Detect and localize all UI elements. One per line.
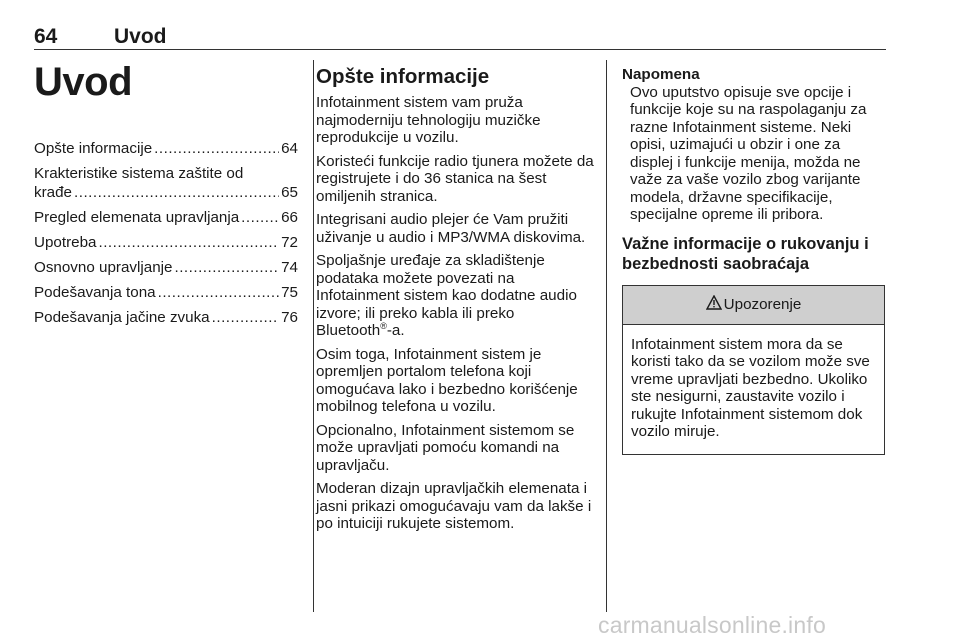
section-heading: Opšte informacije [316,65,490,88]
toc-entry[interactable] [34,164,298,202]
table-of-contents [34,139,298,327]
page-header [34,25,886,49]
toc-label: Upotreba [34,234,97,251]
notes-column [622,66,886,455]
toc-page: 66 [281,209,298,226]
paragraph: Koristeći funkcije radio tjunera možete da registrujete i do 36 stanica na šest omiljenih stranica. [316,152,594,205]
toc-page: 64 [281,140,298,157]
toc-label: Podešavanja jačine zvuka [34,309,210,326]
toc-entry[interactable] [34,208,298,227]
toc-entry[interactable] [34,283,298,302]
toc-entry[interactable] [34,308,298,327]
toc-page: 74 [281,259,298,276]
toc-label: Podešavanja tona [34,284,156,301]
chapter-title: Uvod [34,60,132,104]
warning-label: Upozorenje [723,296,802,313]
warning-header [623,286,884,325]
column-divider [606,60,607,612]
toc-page: 72 [281,234,298,251]
paragraph-text-end: -a. [386,322,405,339]
watermark: carmanualsonline.info [598,612,826,638]
header-rule [34,49,886,50]
toc-label: Pregled elemenata upravljanja [34,209,240,226]
toc-label-line1: Krakteristike sistema zaštite od [34,165,244,182]
paragraph: Moderan dizajn upravljačkih elemenata i jasni prikazi omogućavaju vam da lakše i po intuiciji rukujete sistemom. [316,480,592,532]
toc-label: Osnovno upravljanje [34,259,173,276]
column-divider [313,60,314,612]
warning-box [622,285,885,455]
registered-mark: ® [380,320,387,331]
section-heading: Važne informacije o rukovanju i bezbednosti saobraćaja [622,234,869,273]
toc-entry[interactable] [34,139,298,158]
toc-label: Opšte informacije [34,140,153,157]
warning-text: Infotainment sistem mora da se koristi tako da se vozilom može sve vreme upravljati bezbedno. Ukoliko ste nesigurni, zaustavite vozilo i rukujte Infotainment sistemom dok vozilo miruje. [631,335,870,440]
toc-label: krađe [34,184,72,201]
toc-column [34,58,298,333]
toc-page: 65 [281,184,298,201]
note-body: Ovo uputstvo opisuje sve opcije i funkcije koje su na raspolaganju za razne Infotainment sisteme. Neki opisi, uzimajući u obzir i one za displej i funkcije menija, možda ne važe za vaše vozilo zbog varijante modela, državne specifikacije, specijalne opreme ili pribora. [630,83,867,223]
toc-entry[interactable] [34,258,298,277]
toc-entry[interactable] [34,233,298,252]
paragraph: Osim toga, Infotainment sistem je opremljen portalom telefona koji omogućava lako i bezbedno korišćenje mobilnog telefona u vozilu. [316,345,578,415]
toc-page: 75 [281,284,298,301]
note-title: Napomena [622,66,700,83]
paragraph-text: Spoljašnje uređaje za skladištenje podataka možete povezati na Infotainment sistem kao dodatne audio izvore; ili preko kabla ili preko Bluetooth [316,252,577,339]
paragraph: Infotainment sistem vam pruža najmoderniju tehnologiju muzičke reprodukcije u vozilu. [316,94,541,146]
paragraph [316,252,594,340]
general-info-column [316,64,594,539]
paragraph: Opcionalno, Infotainment sistemom se može upravljati pomoću komandi na upravljaču. [316,421,575,474]
running-section-title: Uvod [114,25,167,48]
warning-triangle-icon [706,295,722,314]
page-number: 64 [34,25,58,48]
paragraph: Integrisani audio plejer će Vam pružiti uživanje u audio i MP3/WMA diskovima. [316,211,586,246]
toc-page: 76 [281,309,298,326]
